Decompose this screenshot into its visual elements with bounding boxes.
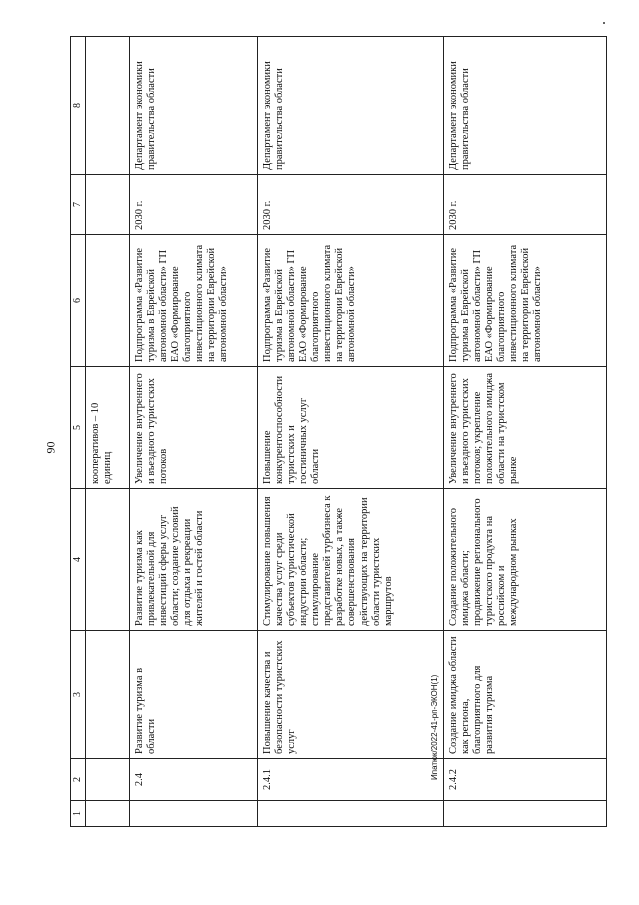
column-number: 3 [71, 631, 86, 759]
cell-col5: Увеличение внутреннего и въездного туристских потоков [130, 367, 258, 489]
cell-col7 [86, 175, 130, 235]
cell-col8: Департамент экономики правительства области [258, 37, 444, 175]
measures-table [70, 36, 607, 827]
cell-col3 [86, 631, 130, 759]
table-row [444, 37, 607, 827]
cell-col8: Департамент экономики правительства области [130, 37, 258, 175]
cell-col3: Создание имиджа области как региона, благоприятного для развития туризма [444, 631, 607, 759]
document-code: Ипатюк/2022-41-рп-ЭКОН(1) [430, 674, 439, 780]
column-number: 2 [71, 759, 86, 801]
cell-col6: Подпрограмма «Развитие туризма в Еврейской автономной области» ГП ЕАО «Формирование благоприятного инвестиционного климата на территории Еврейской автономной области» [258, 235, 444, 367]
cell-col3: Развитие туризма в области [130, 631, 258, 759]
cell-col5: Увеличение внутреннего и въездного туристских потоков; укрепление положительного имиджа области на туристском рынке [444, 367, 607, 489]
cell-col6: Подпрограмма «Развитие туризма в Еврейской автономной области» ГП ЕАО «Формирование благоприятного инвестиционного климата на территории Еврейской автономной области» [130, 235, 258, 367]
table-container [70, 37, 605, 827]
cell-col5: кооперативов – 10 единиц [86, 367, 130, 489]
table-row [86, 37, 130, 827]
column-number: 8 [71, 37, 86, 175]
cell-col4: Развитие туризма как привлекательной для инвестиций сферы услуг области; создание условий для отдыха и рекреации жителей и гостей области [130, 489, 258, 631]
stray-mark [603, 22, 605, 24]
cell-col7: 2030 г. [444, 175, 607, 235]
page-number: 90 [43, 441, 58, 454]
column-number: 1 [71, 801, 86, 827]
cell-col8 [86, 37, 130, 175]
column-number: 6 [71, 235, 86, 367]
column-number: 4 [71, 489, 86, 631]
table-row [130, 37, 258, 827]
cell-col7: 2030 г. [130, 175, 258, 235]
cell-col4: Стимулирование повышения качества услуг среди субъектов туристической индустрии области; стимулирование представителей турбизнеса к разработке новых, а также совершенствования действующих на территории области туристских маршрутов [258, 489, 444, 631]
cell-col2: 2.4.2 [444, 759, 607, 801]
cell-col4: Создание положительного имиджа области; продвижение регионального туристского продукта на российском и международном рынках [444, 489, 607, 631]
cell-col1 [258, 801, 444, 827]
cell-col8: Департамент экономики правительства области [444, 37, 607, 175]
cell-col2: 2.4.1 [258, 759, 444, 801]
cell-col1 [86, 801, 130, 827]
cell-col1 [444, 801, 607, 827]
cell-col6: Подпрограмма «Развитие туризма в Еврейской автономной области» ГП ЕАО «Формирование благоприятного инвестиционного климата на территории Еврейской автономной области» [444, 235, 607, 367]
cell-col7: 2030 г. [258, 175, 444, 235]
cell-col2 [86, 759, 130, 801]
cell-col1 [130, 801, 258, 827]
column-number: 7 [71, 175, 86, 235]
column-number: 5 [71, 367, 86, 489]
cell-col5: Повышение конкурентоспособности туристских и гостиничных услуг области [258, 367, 444, 489]
cell-col6 [86, 235, 130, 367]
cell-col4 [86, 489, 130, 631]
cell-col2: 2.4 [130, 759, 258, 801]
cell-col3: Повышение качества и безопасности туристских услуг [258, 631, 444, 759]
column-number-row [71, 37, 86, 827]
table-row [258, 37, 444, 827]
